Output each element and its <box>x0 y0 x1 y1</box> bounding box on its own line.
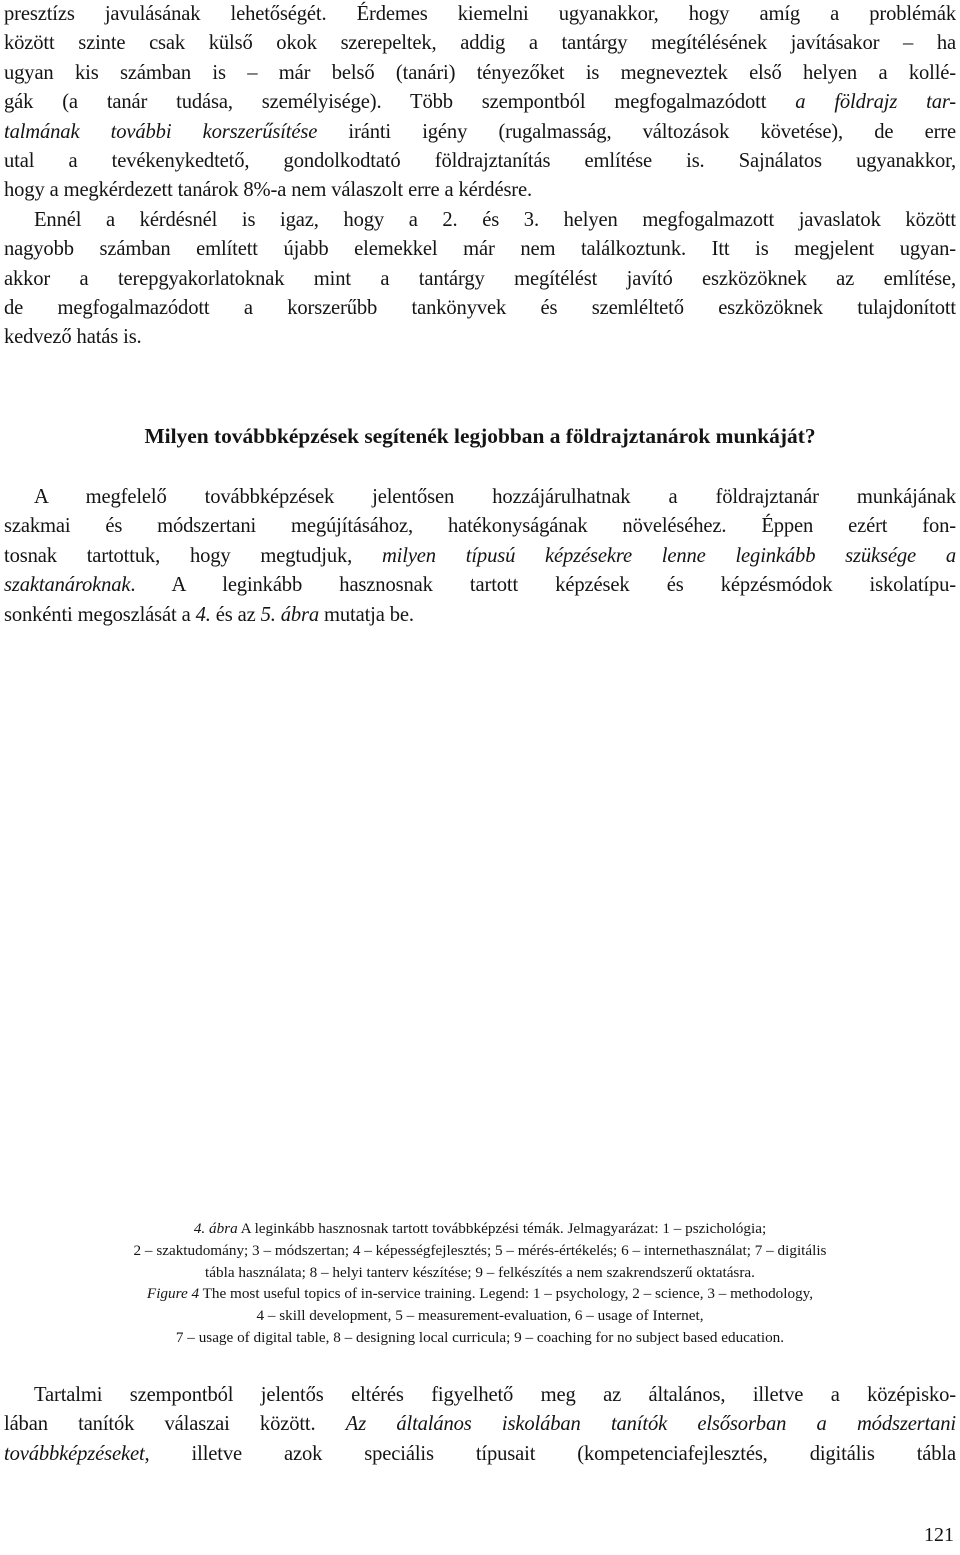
body-paragraph-1 <box>4 0 956 353</box>
text-line: Tartalmi szempontból jelentős eltérés figyelhető meg az általános, illetve a középisko- <box>34 1384 956 1406</box>
text-line: akkor a terepgyakorlatoknak mint a tantárgy megítélést javító eszközöknek az említése, <box>4 267 956 290</box>
caption-line: Figure 4 The most useful topics of in-service training. Legend: 1 – psychology, 2 – science, 3 – methodology, <box>146 1285 814 1303</box>
figure-placeholder <box>20 680 940 1200</box>
italic-emphasis: szaktanároknak <box>4 574 131 597</box>
italic-emphasis: Az általános iskolában tanítók elsősorban a módszertani <box>345 1413 956 1436</box>
italic-emphasis: továbbképzéseket <box>4 1442 145 1465</box>
caption-line: 2 – szaktudomány; 3 – módszertan; 4 – képességfejlesztés; 5 – mérés-értékelés; 6 – internethasználat; 7 – digitális <box>133 1241 827 1259</box>
body-paragraph-2 <box>4 483 956 630</box>
caption-line: tábla használata; 8 – helyi tanterv készítése; 9 – felkészítés a nem szakrendszerű oktatásra. <box>205 1263 755 1281</box>
section-heading: Milyen továbbképzések segítenék legjobban a földrajztanárok munkáját? <box>144 424 816 448</box>
caption-label: Figure 4 <box>146 1285 200 1303</box>
text-line: utal a tevékenykedtető, gondolkodtató földrajztanítás említése is. Sajnálatos ugyanakkor, <box>4 150 956 173</box>
text-line: ugyan kis számban is – már belső (tanári) tényezőket is megneveztek első helyen a kollé- <box>4 61 956 84</box>
text-line: között szinte csak külső okok szerepeltek, addig a tantárgy megítélésének javításakor – ha <box>4 32 956 55</box>
text-line: talmának további korszerűsítése iránti igény (rugalmasság, változások követése), de erre <box>4 120 956 143</box>
text-line: tosnak tartottuk, hogy megtudjuk, milyen típusú képzésekre lenne leginkább szüksége a <box>4 544 956 567</box>
text-line: presztízs javulásának lehetőségét. Érdemes kiemelni ugyanakkor, hogy amíg a problémák <box>4 3 956 25</box>
caption-line: 7 – usage of digital table, 8 – designing local curricula; 9 – coaching for no subject based education. <box>175 1328 785 1346</box>
italic-emphasis: milyen típusú képzésekre lenne leginkább szüksége a <box>381 544 956 567</box>
italic-emphasis: a földrajz tar- <box>795 91 956 114</box>
text-line: kedvező hatás is. <box>4 326 142 349</box>
text-line: lában tanítók válaszai között. Az általános iskolában tanítók elsősorban a módszertani <box>4 1413 956 1436</box>
text-line: A megfelelő továbbképzések jelentősen hozzájárulhatnak a földrajztanár munkájának <box>34 486 956 508</box>
text-line: szakmai és módszertani megújításához, hatékonyságának növeléséhez. Éppen ezért fon- <box>4 515 956 538</box>
text-line: szaktanároknak. A leginkább hasznosnak tartott képzések és képzésmódok iskolatípu- <box>4 574 956 597</box>
text-line: sonkénti megoszlását a 4. és az 5. ábra mutatja be. <box>4 603 414 626</box>
figure-caption <box>0 1218 960 1349</box>
body-paragraph-3 <box>4 1381 956 1469</box>
italic-emphasis: talmának további korszerűsítése <box>4 120 318 143</box>
caption-line: 4. ábra A leginkább hasznosnak tartott továbbképzési témák. Jelmagyarázat: 1 – pszichológia; <box>193 1220 767 1237</box>
figure-reference: 4. <box>195 603 211 626</box>
text-line: de megfogalmazódott a korszerűbb tankönyvek és szemléltető eszközöknek tulajdonított <box>4 297 956 320</box>
page-number: 121 <box>924 1524 954 1546</box>
text-line: továbbképzéseket, illetve azok speciális típusait (kompetenciafejlesztés, digitális tábla <box>4 1442 956 1465</box>
text-line: Ennél a kérdésnél is igaz, hogy a 2. és 3. helyen megfogalmazott javaslatok között <box>34 208 956 231</box>
text-line: nagyobb számban említett újabb elemekkel már nem találkoztunk. Itt is megjelent ugyan- <box>4 238 956 261</box>
text-line: gák (a tanár tudása, személyisége). Több szempontból megfogalmazódott a földrajz tar- <box>4 91 956 114</box>
caption-label: 4. ábra <box>193 1220 238 1237</box>
text-line: hogy a megkérdezett tanárok 8%-a nem válaszolt erre a kérdésre. <box>4 179 533 202</box>
caption-line: 4 – skill development, 5 – measurement-evaluation, 6 – usage of Internet, <box>256 1307 704 1325</box>
figure-reference: 5. ábra <box>260 603 320 626</box>
